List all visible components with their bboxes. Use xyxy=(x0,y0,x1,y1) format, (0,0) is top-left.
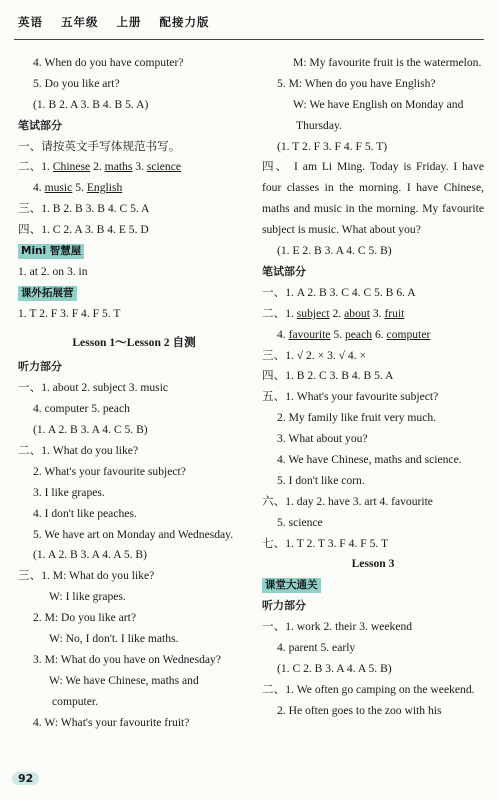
answer-line: 5. Do you like art? xyxy=(33,76,120,90)
answer-line: 三、1. M: What do you like? xyxy=(18,569,155,583)
lesson-title: Lesson 1～Lesson 2 自测 xyxy=(72,335,196,349)
handwriting-word: subject xyxy=(296,306,330,320)
section-tag-classroom: 课堂大通关 xyxy=(262,578,321,593)
handwriting-word: science xyxy=(146,160,182,174)
section-heading: 笔试部分 xyxy=(18,118,62,132)
section-tag-extension: 课外拓展营 xyxy=(18,286,77,301)
lesson-title: Lesson 3 xyxy=(351,557,395,571)
left-column xyxy=(18,53,250,734)
answer-line: 2. My family like fruit very much. xyxy=(277,411,437,425)
answer-line: W: We have Chinese, maths and xyxy=(49,673,199,687)
answer-line: 二、1. What do you like? xyxy=(18,444,139,458)
answer-line: 2. M: Do you like art? xyxy=(33,611,137,625)
item-number: 二、1. xyxy=(18,160,50,174)
answer-line: 3. M: What do you have on Wednesday? xyxy=(33,652,221,666)
passage-paragraph: 四、 I am Li Ming. Today is Friday. I have four classes in the morning. I have Chinese, maths and music in the morning. My favourite subject is music. What about you? xyxy=(262,160,484,237)
answer-line: 一、1. A 2. B 3. C 4. C 5. B 6. A xyxy=(262,285,416,299)
answer-line xyxy=(262,304,484,325)
answer-line: 六、1. day 2. have 3. art 4. favourite xyxy=(262,494,433,508)
section-heading: 听力部分 xyxy=(262,599,306,613)
answer-line: M: My favourite fruit is the watermelon. xyxy=(293,56,482,69)
header-subject: 英语 xyxy=(18,15,43,29)
answer-line: 一、1. work 2. their 3. weekend xyxy=(262,620,413,634)
handwriting-word: Chinese xyxy=(52,160,91,174)
answer-line: (1. E 2. B 3. A 4. C 5. B) xyxy=(277,244,392,258)
handwriting-word: computer xyxy=(386,327,431,341)
answer-line: (1. C 2. B 3. A 4. A 5. B) xyxy=(277,661,392,675)
answer-line: 3. I like grapes. xyxy=(33,485,105,499)
item-number: 二、1. xyxy=(262,306,294,320)
answer-line: 1. T 2. F 3. F 4. F 5. T xyxy=(18,306,121,320)
answer-line xyxy=(18,157,250,178)
handwriting-word: maths xyxy=(104,160,133,174)
answer-line: 4. W: What's your favourite fruit? xyxy=(33,715,190,729)
section-tag-mini: Mini 智慧屋 xyxy=(18,244,84,259)
item-number: 5. xyxy=(75,181,84,195)
answer-line: (1. A 2. B 3. A 4. C 5. B) xyxy=(33,423,148,437)
section-heading: 笔试部分 xyxy=(262,264,306,278)
answer-line: (1. T 2. F 3. F 4. F 5. T) xyxy=(277,139,388,153)
handwriting-word: favourite xyxy=(288,327,331,341)
answer-line: Thursday. xyxy=(296,118,342,132)
handwriting-word: English xyxy=(86,181,123,195)
answer-line: W: We have English on Monday and xyxy=(293,97,464,111)
item-number: 4. xyxy=(33,181,42,195)
header-series: 配接力版 xyxy=(159,15,210,29)
answer-line: 2. What's your favourite subject? xyxy=(33,464,186,478)
answer-line: 1. at 2. on 3. in xyxy=(18,264,88,278)
answer-line: W: I like grapes. xyxy=(49,590,126,604)
item-number: 2. xyxy=(93,160,102,174)
answer-line: 4. We have Chinese, maths and science. xyxy=(277,452,462,466)
item-number: 3. xyxy=(135,160,144,174)
answer-line: 一、1. about 2. subject 3. music xyxy=(18,381,169,395)
answer-line: 4. parent 5. early xyxy=(277,641,356,654)
answer-line: 5. I don't like corn. xyxy=(277,473,365,487)
answer-line: 2. He often goes to the zoo with his xyxy=(277,703,442,717)
answer-line: (1. A 2. B 3. A 4. A 5. B) xyxy=(33,548,148,562)
answer-line: 三、1. √ 2. × 3. √ 4. × xyxy=(262,348,367,362)
item-number: 2. xyxy=(332,306,342,320)
section-heading: 听力部分 xyxy=(18,360,62,374)
answer-line: (1. B 2. A 3. B 4. B 5. A) xyxy=(33,97,149,111)
handwriting-word: peach xyxy=(344,327,373,341)
answer-line: 二、1. We often go camping on the weekend. xyxy=(262,682,475,696)
answer-line: computer. xyxy=(52,694,99,708)
answer-line: 5. science xyxy=(277,515,323,529)
answer-line: 四、1. B 2. C 3. B 4. B 5. A xyxy=(262,369,394,383)
answer-line: 4. When do you have computer? xyxy=(33,56,184,69)
answer-line xyxy=(18,178,250,199)
answer-line: 七、1. T 2. T 3. F 4. F 5. T xyxy=(262,536,389,550)
header-term: 上册 xyxy=(116,15,142,29)
item-number: 4. xyxy=(277,327,286,341)
handwriting-word: about xyxy=(344,306,370,320)
answer-line: 3. What about you? xyxy=(277,432,368,446)
item-number: 5. xyxy=(333,327,343,341)
answer-line: W: No, I don't. I like maths. xyxy=(49,632,179,646)
item-number: 6. xyxy=(374,327,384,341)
header-divider xyxy=(14,39,484,40)
handwriting-word: music xyxy=(44,181,73,195)
handwriting-word: fruit xyxy=(384,306,405,320)
right-column xyxy=(262,53,484,722)
answer-line: 4. computer 5. peach xyxy=(33,402,130,416)
answer-line: 一、请按英文手写体规范书写。 xyxy=(18,139,181,153)
answer-line: 4. I don't like peaches. xyxy=(33,506,137,520)
answer-line: 四、1. C 2. A 3. B 4. E 5. D xyxy=(18,223,149,237)
answer-line: 5. M: When do you have English? xyxy=(277,76,436,90)
item-number: 3. xyxy=(372,306,382,320)
page-number: 92 xyxy=(12,772,39,785)
page-header xyxy=(18,14,223,30)
answer-line: 三、1. B 2. B 3. B 4. C 5. A xyxy=(18,202,150,216)
answer-line: 五、1. What's your favourite subject? xyxy=(262,390,439,404)
answer-line xyxy=(262,325,484,346)
header-grade: 五年级 xyxy=(61,15,99,29)
answer-line: 5. We have art on Monday and Wednesday. xyxy=(33,527,234,541)
